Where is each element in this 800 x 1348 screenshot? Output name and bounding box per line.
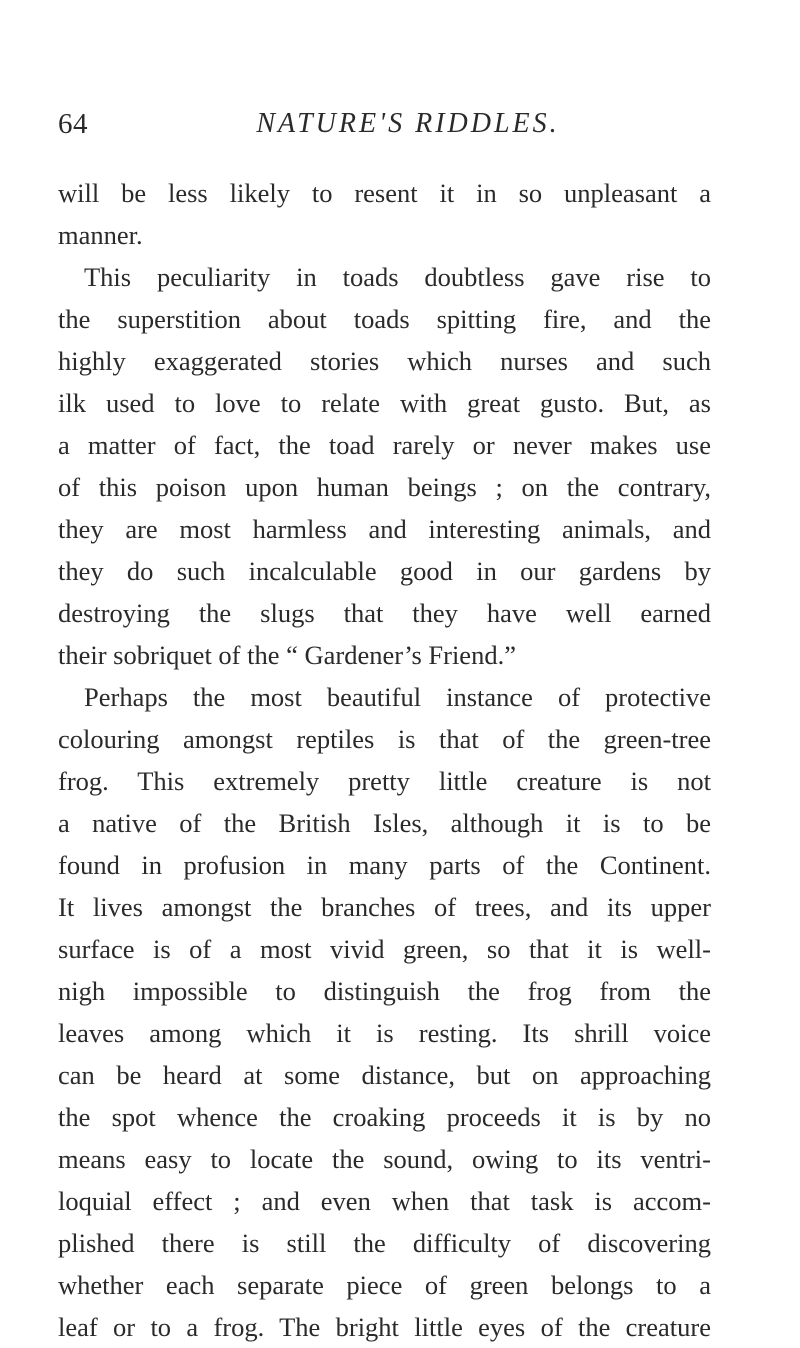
body-text (58, 172, 711, 1348)
text-line: loquial effect ; and even when that task is accom- (58, 1186, 711, 1216)
text-line: Perhaps the most beautiful instance of protective (84, 682, 711, 712)
text-line: their sobriquet of the “ Gardener’s Friend.” (58, 640, 516, 670)
text-line: plished there is still the difficulty of discovering (58, 1228, 711, 1258)
text-line: they are most harmless and interesting animals, and (58, 514, 711, 544)
text-line: leaves among which it is resting. Its shrill voice (58, 1018, 711, 1048)
text-line: whether each separate piece of green belongs to a (58, 1270, 711, 1300)
text-line: can be heard at some distance, but on approaching (58, 1060, 711, 1090)
text-line: manner. (58, 220, 143, 250)
text-line: destroying the slugs that they have well earned (58, 598, 711, 628)
running-head: NATURE'S RIDDLES. (256, 108, 560, 139)
text-line: nigh impossible to distinguish the frog from the (58, 976, 711, 1006)
text-line: highly exaggerated stories which nurses and such (58, 346, 711, 376)
text-line: ilk used to love to relate with great gusto. But, as (58, 388, 711, 418)
text-line: colouring amongst reptiles is that of the green-tree (58, 724, 711, 754)
text-line: means easy to locate the sound, owing to its ventri- (58, 1144, 711, 1174)
page-number: 64 (58, 108, 88, 140)
text-line: the spot whence the croaking proceeds it is by no (58, 1102, 711, 1132)
text-line: the superstition about toads spitting fire, and the (58, 304, 711, 334)
text-line: surface is of a most vivid green, so that it is well- (58, 934, 711, 964)
text-line: found in profusion in many parts of the Continent. (58, 850, 711, 880)
text-line: they do such incalculable good in our gardens by (58, 556, 711, 586)
page-header (58, 108, 722, 148)
text-line: leaf or to a frog. The bright little eyes of the creature (58, 1312, 711, 1342)
text-line: This peculiarity in toads doubtless gave rise to (84, 262, 711, 292)
text-line: It lives amongst the branches of trees, and its upper (58, 892, 711, 922)
text-line: will be less likely to resent it in so unpleasant a (58, 178, 711, 208)
text-line: a matter of fact, the toad rarely or never makes use (58, 430, 711, 460)
text-line: frog. This extremely pretty little creature is not (58, 766, 711, 796)
text-line: of this poison upon human beings ; on the contrary, (58, 472, 711, 502)
text-line: a native of the British Isles, although it is to be (58, 808, 711, 838)
